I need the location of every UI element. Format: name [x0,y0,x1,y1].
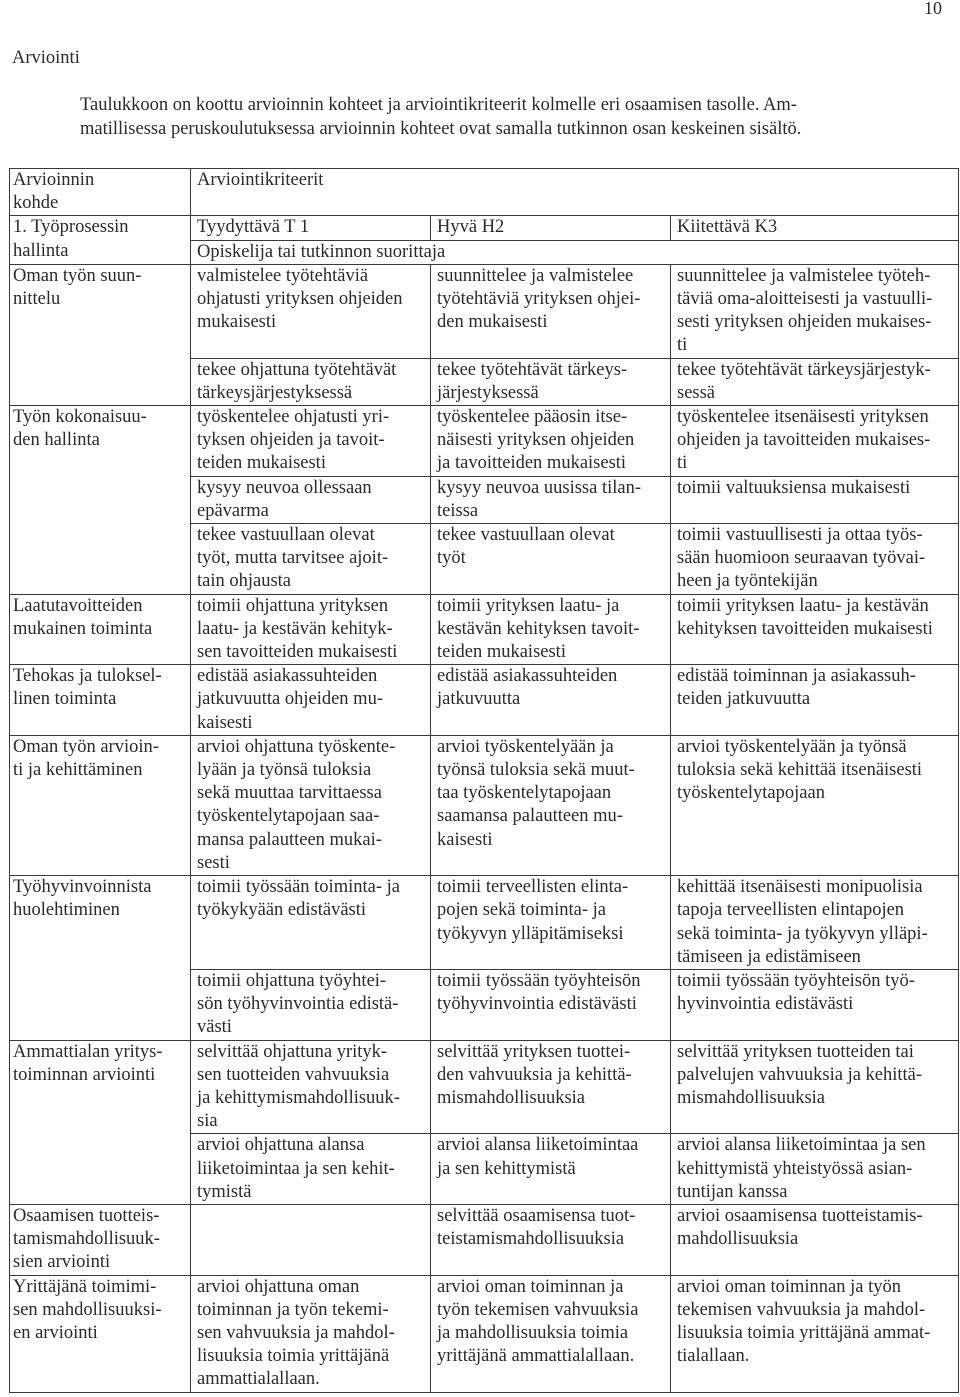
criterion-line: palvelujen vahvuuksia ja kehittä- [677,1064,923,1085]
criterion-line: sia [197,1111,218,1132]
criterion-cell-satisfactory [191,358,431,405]
criterion-line: järjestyksessä [437,382,539,403]
criterion-cell-good [431,1204,671,1275]
criterion-cell-satisfactory [191,406,431,477]
criterion-cell-satisfactory [191,735,431,875]
table-row [10,264,959,358]
criterion-line: mukaisesti [197,312,277,333]
criterion-cell-good [431,665,671,736]
assessment-target-line: Oman työn suun- [13,265,142,286]
assessment-target-line: Laatutavoitteiden [13,595,143,616]
page-number: 10 [924,0,942,18]
criterion-cell-satisfactory [191,969,431,1040]
criterion-line: työskentelee ohjatusti yri- [197,407,390,428]
criterion-line: jatkuvuutta [437,689,521,710]
assessment-target-cell [10,406,191,595]
assessment-target-cell [10,1275,191,1392]
criterion-line: tärkeysjärjestyksessä [197,382,353,403]
criterion-line: toimii työssään työyhteisön työ- [677,970,915,991]
criterion-cell-satisfactory [191,1275,431,1392]
criterion-line: teiden mukaisesti [197,453,326,474]
criterion-cell-satisfactory [191,876,431,970]
criterion-cell-satisfactory [191,524,431,595]
criterion-line: suunnittelee ja valmistelee työteh- [677,265,931,286]
criterion-cell-good [431,1275,671,1392]
criterion-line: arvioi alansa liiketoimintaa [437,1135,639,1156]
criterion-line: västi [197,1017,232,1038]
criterion-cell-satisfactory [191,264,431,358]
assessment-target-line: den hallinta [13,430,100,451]
criterion-line: toimii työssään työyhteisön [437,970,641,991]
criterion-line: lisuuksia toimia yrittäjänä [197,1346,390,1367]
criterion-line: toimii yrityksen laatu- ja [437,595,620,616]
criterion-line: den mukaisesti [437,312,548,333]
criterion-line: ja sen kehittymistä [437,1158,576,1179]
level-good-cell [431,216,671,240]
criterion-line: sekä toiminta- ja työkyvyn ylläpi- [677,923,928,944]
criterion-line: sen tuotteiden vahvuuksia [197,1064,390,1085]
criterion-line: selvittää ohjattuna yrityk- [197,1041,388,1062]
criterion-cell-excellent [671,406,959,477]
header-target-line: kohde [13,193,59,214]
criterion-line: sön työhyvinvointia edistä- [197,994,399,1015]
criterion-line: tymistä [197,1181,252,1202]
assessment-target-cell [10,665,191,736]
table-header [10,169,959,265]
table-row [10,1204,959,1275]
assessment-target-line: sien arviointi [13,1252,111,1273]
criterion-line: yrittäjänä ammattialallaan. [437,1346,635,1367]
criterion-line: toimii valtuuksiensa mukaisesti [677,477,911,498]
criterion-cell-satisfactory [191,476,431,523]
criterion-line: mismahdollisuuksia [677,1087,825,1108]
assessment-target-line: nittelu [13,289,61,310]
section-title-line: hallinta [13,240,69,261]
criterion-line: edistää toiminnan ja asiakassuh- [677,666,916,687]
criterion-cell-good [431,594,671,665]
criterion-line: ja kehittymismahdollisuuk- [197,1087,400,1108]
criterion-line: jatkuvuutta ohjeiden mu- [197,689,383,710]
criterion-line: valmistelee työtehtäviä [197,265,369,286]
assessment-target-line: sen mahdollisuuksi- [13,1299,162,1320]
criterion-cell-good [431,876,671,970]
criterion-cell-excellent [671,1040,959,1134]
criterion-line: arvioi ohjattuna oman [197,1276,360,1297]
criterion-cell-excellent [671,524,959,595]
assessment-target-line: en arviointi [13,1322,98,1343]
assessment-target-line: Tehokas ja tuloksel- [13,666,162,687]
criterion-line: työskentelytapojaan [677,783,825,804]
criterion-line: kehittymistä yhteistyössä asian- [677,1158,913,1179]
criterion-line: lisuuksia toimia yrittäjänä ammat- [677,1322,931,1343]
criterion-line: ti [677,335,688,356]
table-row [10,876,959,970]
assessment-target-cell [10,1040,191,1204]
criterion-line: toimii työssään toiminta- ja [197,877,400,898]
criterion-line: ohjatusti yrityksen ohjeiden [197,289,403,310]
criterion-line: liiketoimintaa ja sen kehit- [197,1158,395,1179]
criterion-line: sen vahvuuksia ja mahdol- [197,1322,395,1343]
level-good-label: Hyvä H2 [437,217,505,238]
criterion-line: työt, mutta tarvitsee ajoit- [197,548,389,569]
assessment-target-cell [10,264,191,405]
criterion-line: työskentelee pääosin itse- [437,407,628,428]
criterion-line: kehityksen tavoitteiden mukaisesti [677,618,933,639]
criterion-line: toimii ohjattuna yrityksen [197,595,389,616]
criterion-cell-excellent [671,1204,959,1275]
criterion-cell-good [431,1134,671,1205]
criterion-line: tuntijan kanssa [677,1181,788,1202]
assessment-target-line: Työhyvinvoinnista [13,877,152,898]
criterion-cell-good [431,1040,671,1134]
criterion-line: epävarma [197,500,269,521]
intro-line: Taulukkoon on koottu arvioinnin kohteet ja arviointikriteerit kolmelle eri osaamisen tasolle. Am- [80,95,797,115]
assessment-target-line: Osaamisen tuotteis- [13,1205,160,1226]
criterion-line: työskentelytapojaan saa- [197,806,380,827]
criterion-line: kaisesti [437,829,493,850]
criterion-line: kestävän kehityksen tavoit- [437,618,640,639]
criterion-line: sään huomioon seuraavan työvai- [677,548,926,569]
criterion-line: ja mahdollisuuksia toimia [437,1322,629,1343]
header-target-line: Arvioinnin [13,170,95,190]
criterion-line: kysyy neuvoa ollessaan [197,477,372,498]
criterion-line: arvioi työskentelyään ja [437,736,614,757]
criterion-line: arvioi työskentelyään ja työnsä [677,736,907,757]
criterion-line: työkyvyn ylläpitämiseksi [437,923,624,944]
table-row [10,1275,959,1392]
criterion-line: ja tavoitteiden mukaisesti [437,453,627,474]
criterion-cell-satisfactory [191,594,431,665]
criterion-line: tuloksia sekä kehittää itsenäisesti [677,760,923,781]
criterion-line: edistää asiakassuhteiden [197,666,378,687]
criterion-line: näisesti yrityksen ohjeiden [437,430,635,451]
assessment-target-line: Oman työn arvioin- [13,736,159,757]
assessment-target-cell [10,735,191,875]
assessment-target-line: toiminnan arviointi [13,1064,156,1085]
criterion-cell-good [431,358,671,405]
criterion-line: sessä [677,382,716,403]
level-satisfactory-label: Tyydyttävä T 1 [197,217,310,238]
criterion-line: saamansa palautteen mu- [437,806,623,827]
table-row [10,735,959,875]
criterion-cell-excellent [671,476,959,523]
criterion-line: työkykyään edistävästi [197,900,367,921]
header-row-labels [10,169,959,216]
criterion-cell-good [431,264,671,358]
assessment-target-line: Työn kokonaisuu- [13,407,147,428]
criterion-line: selvittää yrityksen tuotteiden tai [677,1041,914,1062]
level-excellent-cell [671,216,959,240]
criterion-line: arvioi alansa liiketoimintaa ja sen [677,1135,926,1156]
header-criteria-label: Arviointikriteerit [197,170,324,190]
assessment-target-line: Yrittäjänä toimimi- [13,1276,157,1297]
intro-line: matillisessa peruskoulutuksessa arvioinnin kohteet ovat samalla tutkinnon osan keskeinen sisältö. [80,118,802,139]
criterion-line: tekee vastuullaan olevat [197,525,375,546]
criterion-cell-excellent [671,1134,959,1205]
criterion-cell-excellent [671,735,959,875]
criterion-line: tyksen ohjeiden ja tavoit- [197,430,385,451]
criterion-line: työhyvinvointia edistävästi [437,994,637,1015]
assessment-target-cell [10,876,191,1040]
criterion-line: ti [677,453,688,474]
criterion-line: teissa [437,500,479,521]
criterion-cell-excellent [671,876,959,970]
criterion-line: kehittää itsenäisesti monipuolisia [677,877,923,898]
criterion-line: teistamismahdollisuuksia [437,1229,625,1250]
criterion-line: arvioi ohjattuna työskente- [197,736,396,757]
section-title-cell [10,216,191,264]
criterion-line: selvittää yrityksen tuottei- [437,1041,631,1062]
criterion-line: tapoja terveellisten elintapojen [677,900,905,921]
criterion-line: heen ja työntekijän [677,571,818,592]
assessment-target-cell [10,1204,191,1275]
criterion-line: laatu- ja kestävän kehityk- [197,618,393,639]
criterion-line: työskentelee itsenäisesti yrityksen [677,407,929,428]
criterion-cell-satisfactory [191,1204,431,1275]
criterion-line: tekee ohjattuna työtehtävät [197,359,397,380]
section-title-line: 1. Työprosessin [13,217,129,238]
criterion-cell-good [431,524,671,595]
criterion-line: ammattialallaan. [197,1369,320,1390]
table-row [10,594,959,665]
criterion-line: arvioi ohjattuna alansa [197,1135,365,1156]
criterion-line: arvioi oman toiminnan ja työn [677,1276,902,1297]
criterion-line: arvioi oman toiminnan ja [437,1276,624,1297]
criterion-line: kaisesti [197,712,253,733]
criterion-line: teiden mukaisesti [437,642,566,663]
criterion-line: ohjeiden ja tavoitteiden mukaises- [677,430,931,451]
criterion-line: työnsä tuloksia sekä muut- [437,760,635,781]
criterion-line: toiminnan ja työn tekemi- [197,1299,389,1320]
criterion-line: tämiseen ja edistämiseen [677,946,861,967]
criterion-line: sesti [197,852,230,873]
criterion-line: työt [437,548,466,569]
criterion-line: taa työskentelytapojaan [437,783,612,804]
criterion-line: tekee työtehtävät tärkeysjärjestyk- [677,359,931,380]
criterion-cell-good [431,406,671,477]
assessment-target-line: ti ja kehittäminen [13,760,143,781]
criterion-line: täviä oma-aloitteisesti ja vastuulli- [677,289,933,310]
assessment-target-line: huolehtiminen [13,900,120,921]
assessment-target-line: mukainen toiminta [13,618,153,639]
criterion-cell-excellent [671,665,959,736]
criterion-line: tialallaan. [677,1346,750,1367]
criterion-line: toimii yrityksen laatu- ja kestävän [677,595,929,616]
level-excellent-label: Kiitettävä K3 [677,217,778,238]
criterion-line: työn tekemisen vahvuuksia [437,1299,639,1320]
criterion-cell-good [431,969,671,1040]
criterion-line: tain ohjausta [197,571,292,592]
criteria-body [10,264,959,1392]
assessment-target-line: Ammattialan yritys- [13,1041,163,1062]
table-row [10,406,959,477]
criterion-line: pojen sekä toiminta- ja [437,900,607,921]
criterion-line: suunnittelee ja valmistelee [437,265,634,286]
criterion-line: den vahvuuksia ja kehittä- [437,1064,632,1085]
criterion-cell-satisfactory [191,665,431,736]
criterion-line: kysyy neuvoa uusissa tilan- [437,477,641,498]
criterion-cell-good [431,476,671,523]
criterion-cell-excellent [671,264,959,358]
criterion-line: tekee työtehtävät tärkeys- [437,359,628,380]
criterion-cell-good [431,735,671,875]
table-row [10,1040,959,1134]
criterion-cell-satisfactory [191,1134,431,1205]
assessment-target-cell [10,594,191,665]
criterion-cell-excellent [671,594,959,665]
criterion-cell-excellent [671,1275,959,1392]
criterion-line: edistää asiakassuhteiden [437,666,618,687]
criterion-line: mansa palautteen mukai- [197,829,382,850]
criterion-line: toimii ohjattuna työyhtei- [197,970,387,991]
section-heading: Arviointi [12,48,80,68]
criterion-line: mahdollisuuksia [677,1229,799,1250]
header-criteria-cell [191,169,959,216]
criterion-line: työtehtäviä yrityksen ohjei- [437,289,641,310]
criterion-line: mismahdollisuuksia [437,1087,585,1108]
assessment-criteria-table [9,168,959,1393]
criterion-line: sesti yrityksen ohjeiden mukaises- [677,312,932,333]
criterion-line: toimii vastuullisesti ja ottaa työs- [677,525,923,546]
assessment-target-line: linen toiminta [13,689,117,710]
criterion-line: sekä muuttaa tarvittaessa [197,783,382,804]
criterion-cell-excellent [671,969,959,1040]
criterion-line: teiden jatkuvuutta [677,689,811,710]
subject-cell [191,240,959,264]
table-row [10,665,959,736]
criterion-cell-satisfactory [191,1040,431,1134]
header-target-cell [10,169,191,216]
criterion-line: sen tavoitteiden mukaisesti [197,642,398,663]
criterion-line: tekee vastuullaan olevat [437,525,615,546]
criterion-line: toimii terveellisten elinta- [437,877,629,898]
level-satisfactory-cell [191,216,431,240]
criterion-line: arvioi osaamisensa tuotteistamis- [677,1205,923,1226]
criterion-cell-excellent [671,358,959,405]
criterion-line: selvittää osaamisensa tuot- [437,1205,636,1226]
criterion-line: lyään ja työnsä tuloksia [197,760,372,781]
subject-label: Opiskelija tai tutkinnon suorittaja [197,241,446,262]
intro-paragraph [80,94,801,141]
assessment-target-line: tamismahdollisuuk- [13,1229,160,1250]
criterion-line: hyvinvointia edistävästi [677,994,854,1015]
criterion-line: tekemisen vahvuuksia ja mahdol- [677,1299,926,1320]
header-row-levels [10,216,959,240]
